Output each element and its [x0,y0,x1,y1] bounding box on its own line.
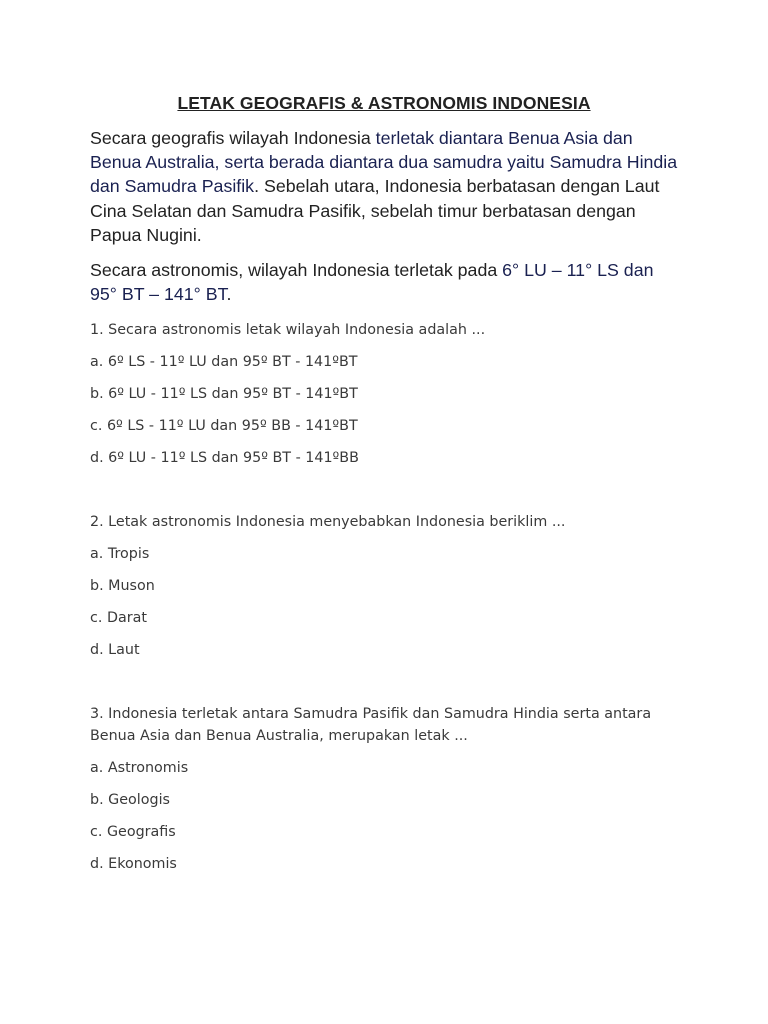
astronomic-text-highlight: 6° LU – 11° LS dan 95° BT – 141° BT [90,260,654,305]
astronomic-text-intro: Secara astronomis, wilayah Indonesia terletak pada [90,260,503,280]
question-3-option-c: c. Geografis [90,824,176,840]
astronomic-paragraph [90,258,680,306]
geographic-text-intro: Secara geografis wilayah Indonesia [90,128,376,148]
question-2: 2. Letak astronomis Indonesia menyebabkan Indonesia beriklim ... [90,514,566,530]
geographic-text-highlight: terletak diantara Benua Asia dan Benua Australia, serta berada diantara dua samudra yaitu Samudra Hindia dan Samudra Pasifik [90,128,678,197]
question-2-option-b: b. Muson [90,578,155,594]
question-1-option-c: c. 6º LS - 11º LU dan 95º BB - 141ºBT [90,418,358,434]
question-2-option-d: d. Laut [90,642,140,658]
question-1: 1. Secara astronomis letak wilayah Indonesia adalah ... [90,322,486,338]
question-3: 3. Indonesia terletak antara Samudra Pasifik dan Samudra Hindia serta antara Benua Asia dan Benua Australia, merupakan letak ... [90,706,652,744]
question-3-option-a: a. Astronomis [90,760,189,776]
geographic-text-rest: . Sebelah utara, Indonesia berbatasan dengan Laut Cina Selatan dan Samudra Pasifik, sebelah timur berbatasan dengan Papua Nugini. [90,176,660,245]
page-title: LETAK GEOGRAFIS & ASTRONOMIS INDONESIA [177,93,591,113]
question-1-option-a: a. 6º LS - 11º LU dan 95º BT - 141ºBT [90,354,358,370]
question-3-option-d: d. Ekonomis [90,856,177,872]
question-1-option-b: b. 6º LU - 11º LS dan 95º BT - 141ºBT [90,386,358,402]
astronomic-text-rest: . [226,284,232,305]
question-1-option-d: d. 6º LU - 11º LS dan 95º BT - 141ºBB [90,450,359,466]
question-3-option-b: b. Geologis [90,792,171,808]
question-2-option-c: c. Darat [90,610,147,626]
geographic-paragraph [90,126,680,247]
question-2-option-a: a. Tropis [90,546,150,562]
